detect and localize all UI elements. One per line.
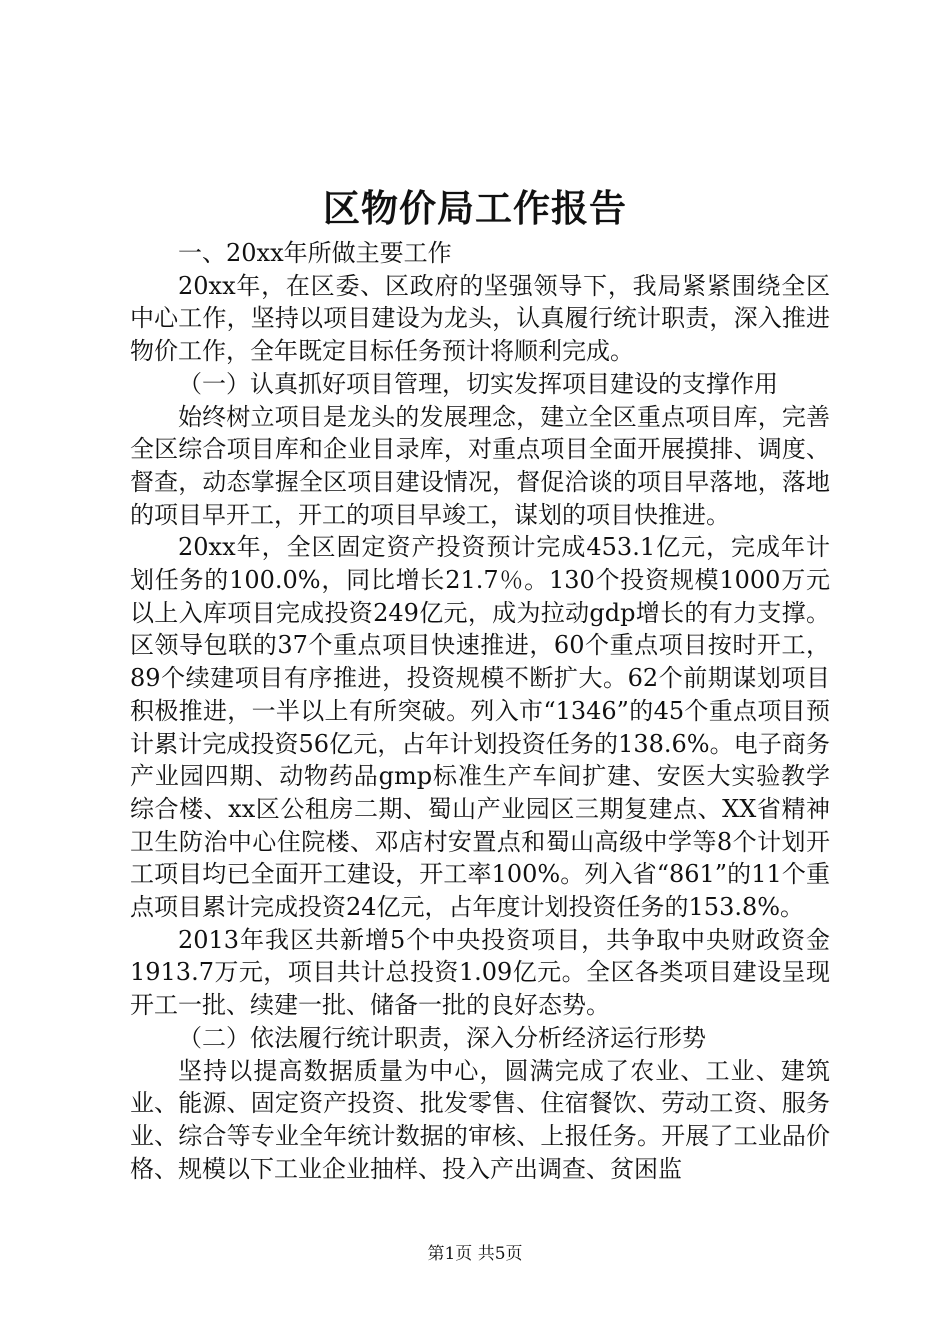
paragraph-central-investment: 2013年我区共新增5个中央投资项目，共争取中央财政资金1913.7万元，项目共计总投资1.09亿元。全区各类项目建设呈现开工一批、续建一批、储备一批的良好态势。 — [130, 925, 830, 1020]
page-footer: 第1页 共5页 — [427, 1244, 523, 1264]
subsection-heading-2: （二）依法履行统计职责，深入分析经济运行形势 — [178, 1023, 706, 1052]
document-body — [130, 237, 830, 1185]
section-heading-1: 一、20xx年所做主要工作 — [178, 239, 452, 267]
paragraph-statistics: 坚持以提高数据质量为中心，圆满完成了农业、工业、建筑业、能源、固定资产投资、批发零售、住宿餐饮、劳动工资、服务业、综合等专业全年统计数据的审核、上报任务。开展了工业品价格、规模以下工业企业抽样、投入产出调查、贫困监 — [130, 1056, 830, 1183]
paragraph-investment-results: 20xx年，全区固定资产投资预计完成453.1亿元，完成年计划任务的100.0%，同比增长21.7％。130个投资规模1000万元以上入库项目完成投资249亿元，成为拉动gdp增长的有力支撑。区领导包联的37个重点项目快速推进，60个重点项目按时开工，89个续建项目有序推进，投资规模不断扩大。62个前期谋划项目积极推进，一半以上有所突破。列入市“1346”的45个重点项目预计累计完成投资56亿元，占年计划投资任务的138.6%。电子商务产业园四期、动物药品gmp标准生产车间扩建、安医大实验教学综合楼、xx区公租房二期、蜀山产业园区三期复建点、XX省精神卫生防治中心住院楼、邓店村安置点和蜀山高级中学等8个计划开工项目均已全面开工建设，开工率100%。列入省“861”的11个重点项目累计完成投资24亿元，占年度计划投资任务的153.8%。 — [130, 533, 830, 922]
subsection-heading-1: （一）认真抓好项目管理，切实发挥项目建设的支撑作用 — [178, 369, 778, 398]
paragraph-project-concept: 始终树立项目是龙头的发展理念，建立全区重点项目库，完善全区综合项目库和企业目录库，对重点项目全面开展摸排、调度、督查，动态掌握全区项目建设情况，督促洽谈的项目早落地，落地的项目早开工，开工的项目早竣工，谋划的项目快推进。 — [130, 402, 830, 529]
document-title: 区物价局工作报告 — [323, 186, 627, 230]
paragraph-intro: 20xx年，在区委、区政府的坚强领导下，我局紧紧围绕全区中心工作，坚持以项目建设为龙头，认真履行统计职责，深入推进物价工作，全年既定目标任务预计将顺利完成。 — [130, 271, 830, 366]
